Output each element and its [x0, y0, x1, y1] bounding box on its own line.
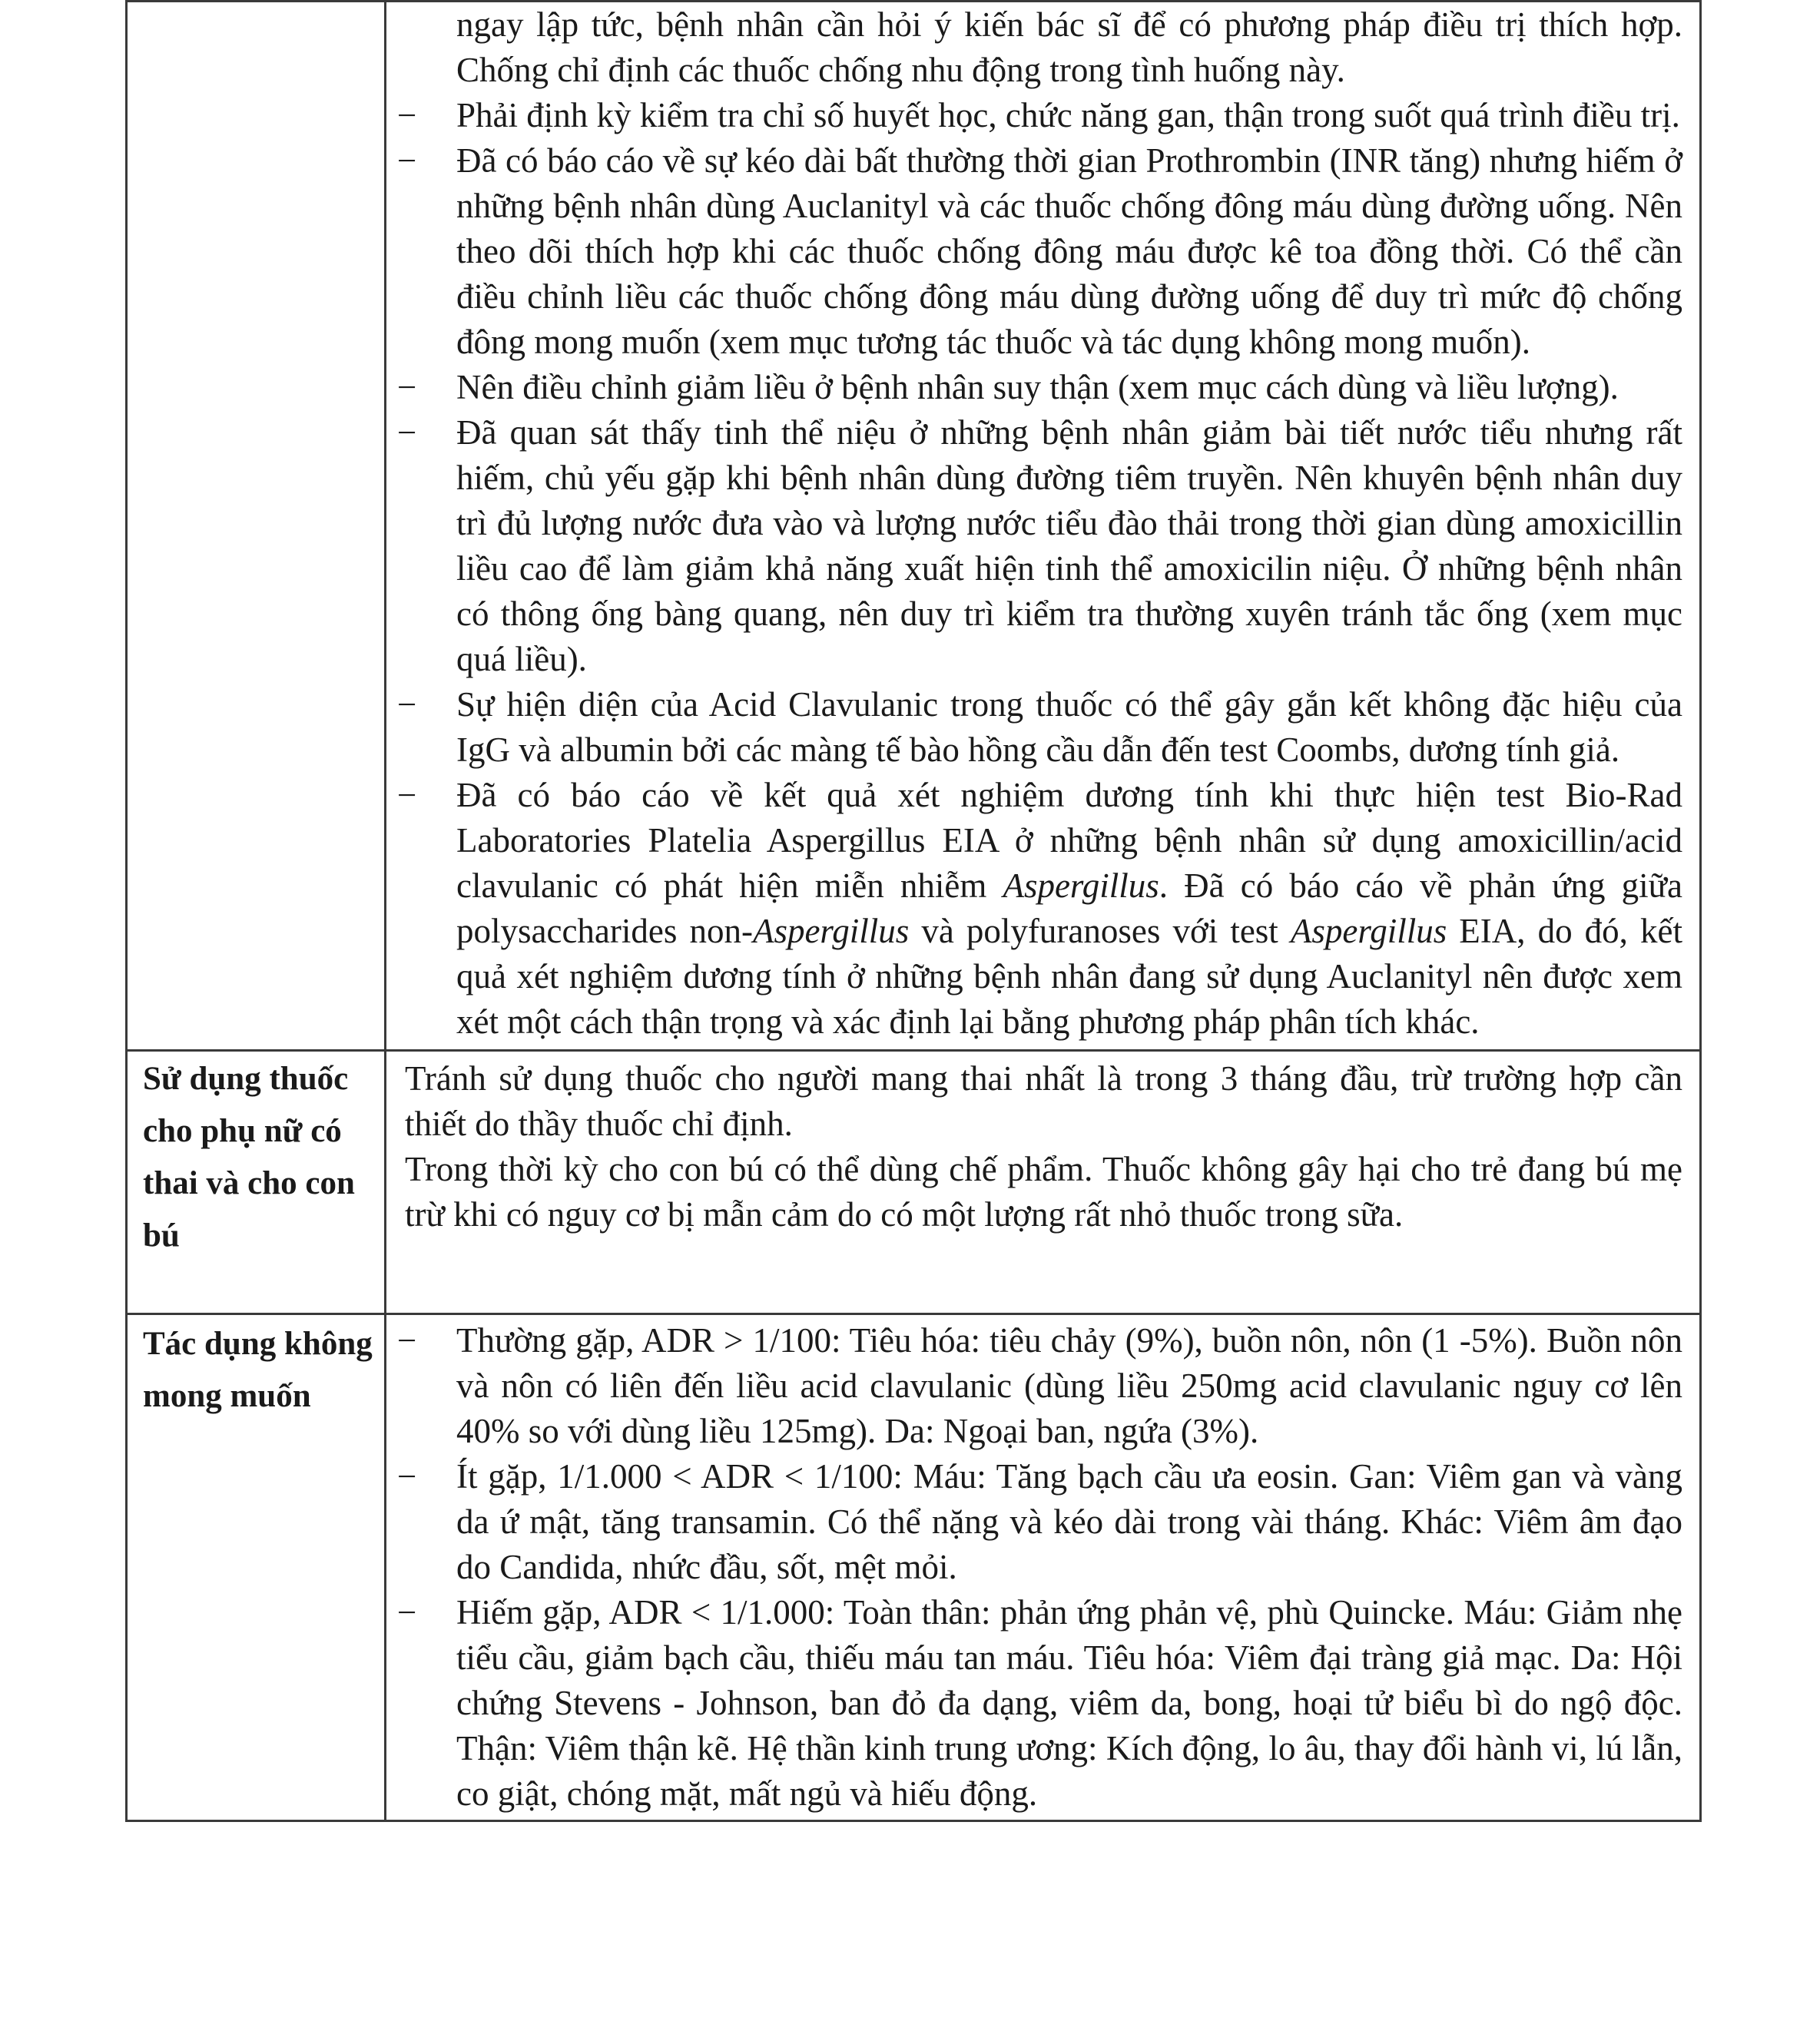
list-item-text: Ít gặp, 1/1.000 < ADR < 1/100: Máu: Tăng bạch cầu ưa eosin. Gan: Viêm gan và vàng da ứ mật, tăng transamin. Có thể nặng và kéo dài trong vài tháng. Khác: Viêm âm đạo do Candida, nhức đầu, sốt, mệt mỏi.: [456, 1457, 1682, 1586]
list-item: [386, 1318, 1682, 1454]
text-segment: . Đã có báo cáo về phản ứng giữa polysaccharides non-: [456, 866, 1682, 950]
dash-bullet: −: [397, 685, 417, 724]
list-item-text: Đã quan sát thấy tinh thể niệu ở những bệnh nhân giảm bài tiết nước tiểu nhưng rất hiếm, chủ yếu gặp khi bệnh nhân dùng đường tiêm truyền. Nên khuyên bệnh nhân duy trì đủ lượng nước đưa vào và lượng nước tiểu đào thải trong thời gian dùng amoxicillin liều cao để làm giảm khả năng xuất hiện tinh thể amoxicilin niệu. Ở những bệnh nhân có thông ống bàng quang, nên duy trì kiểm tra thường xuyên tránh tắc ống (xem mục quá liều).: [456, 413, 1682, 678]
list-item: [386, 1590, 1682, 1817]
list-item-text: Đã có báo cáo về sự kéo dài bất thường thời gian Prothrombin (INR tăng) nhưng hiếm ở những bệnh nhân dùng Auclanityl và các thuốc chống đông máu dùng đường uống. Nên theo dõi thích hợp khi các thuốc chống đông máu được kê toa đồng thời. Có thể cần điều chỉnh liều các thuốc chống đông máu dùng đường uống để duy trì mức độ chống đông mong muốn (xem mục tương tác thuốc và tác dụng không mong muốn).: [456, 141, 1682, 361]
dash-bullet: −: [397, 1457, 417, 1496]
list-item-text: Phải định kỳ kiểm tra chỉ số huyết học, chức năng gan, thận trong suốt quá trình điều trị.: [456, 96, 1680, 134]
row-label-warnings: [127, 2, 386, 1051]
dash-bullet: −: [397, 141, 417, 180]
list-item-text: Nên điều chỉnh giảm liều ở bệnh nhân suy thận (xem mục cách dùng và liều lượng).: [456, 368, 1619, 406]
list-item-text: Sự hiện diện của Acid Clavulanic trong thuốc có thể gây gắn kết không đặc hiệu của IgG và albumin bởi các màng tế bào hồng cầu dẫn đến test Coombs, dương tính giả.: [456, 685, 1682, 769]
dash-bullet: −: [397, 1593, 417, 1632]
list-item-text: Hiếm gặp, ADR < 1/1.000: Toàn thân: phản ứng phản vệ, phù Quincke. Máu: Giảm nhẹ tiểu cầu, giảm bạch cầu, thiếu máu tan máu. Tiêu hóa: Viêm đại tràng giả mạc. Da: Hội chứng Stevens - Johnson, ban đỏ đa dạng, viêm da, bong, hoại tử biểu bì do ngộ độc. Thận: Viêm thận kẽ. Hệ thần kinh trung ương: Kích động, lo âu, thay đổi hành vi, lú lẫn, co giật, chóng mặt, mất ngủ và hiếu động.: [456, 1593, 1682, 1813]
dash-bullet: −: [397, 413, 417, 452]
row-content-adverse-effects: [386, 1314, 1701, 1821]
table-row-warnings: [127, 2, 1701, 1051]
text-segment: và polyfuranoses với test: [909, 912, 1291, 950]
italic-term: Aspergillus: [752, 912, 910, 950]
drug-info-table: [125, 0, 1702, 1822]
table-row-adverse-effects: [127, 1314, 1701, 1821]
list-item: [386, 365, 1682, 410]
list-item: [386, 93, 1682, 138]
dash-bullet: −: [397, 368, 417, 406]
continuation-text: ngay lập tức, bệnh nhân cần hỏi ý kiến bác sĩ để có phương pháp điều trị thích hợp. Chống chỉ định các thuốc chống nhu động trong tình huống này.: [456, 5, 1682, 89]
row-content-warnings: [386, 2, 1701, 1051]
row-label-pregnancy: Sử dụng thuốc cho phụ nữ có thai và cho con bú: [127, 1051, 386, 1314]
list-item: [386, 1454, 1682, 1590]
italic-term: Aspergillus: [1290, 912, 1447, 950]
list-item-text: Thường gặp, ADR > 1/100: Tiêu hóa: tiêu chảy (9%), buồn nôn, nôn (1 -5%). Buồn nôn và nôn có liên đến liều acid clavulanic (dùng liều 250mg acid clavulanic nguy cơ lên 40% so với dùng liều 125mg). Da: Ngoại ban, ngứa (3%).: [456, 1321, 1682, 1450]
italic-term: Aspergillus: [1003, 866, 1159, 905]
row-label-adverse-effects: Tác dụng không mong muốn: [127, 1314, 386, 1821]
text-segment: EIA, do đó, kết quả xét nghiệm dương tính ở những bệnh nhân đang sử dụng Auclanityl nên được xem xét một cách thận trọng và xác định lại bằng phương pháp phân tích khác.: [456, 912, 1682, 1041]
list-item: [386, 138, 1682, 365]
table-row-pregnancy: [127, 1051, 1701, 1314]
dash-bullet: −: [397, 1321, 417, 1360]
dash-bullet: −: [397, 776, 417, 814]
list-item: [386, 410, 1682, 682]
row-content-pregnancy: [386, 1051, 1701, 1314]
list-item-aspergillus: [386, 773, 1682, 1045]
paragraph: Tránh sử dụng thuốc cho người mang thai nhất là trong 3 tháng đầu, trừ trường hợp cần thiết do thầy thuốc chỉ định.: [405, 1059, 1682, 1143]
paragraph: Trong thời kỳ cho con bú có thể dùng chế phẩm. Thuốc không gây hại cho trẻ đang bú mẹ trừ khi có nguy cơ bị mẫn cảm do có một lượng rất nhỏ thuốc trong sữa.: [405, 1150, 1682, 1234]
list-item: [386, 682, 1682, 773]
dash-bullet: −: [397, 96, 417, 134]
text-segment: Đã có báo cáo về kết quả xét nghiệm dương tính khi thực hiện test Bio-Rad Laboratories Platelia Aspergillus EIA ở những bệnh nhân sử dụng amoxicillin/acid clavulanic có phát hiện miễn nhiễm: [456, 776, 1682, 905]
